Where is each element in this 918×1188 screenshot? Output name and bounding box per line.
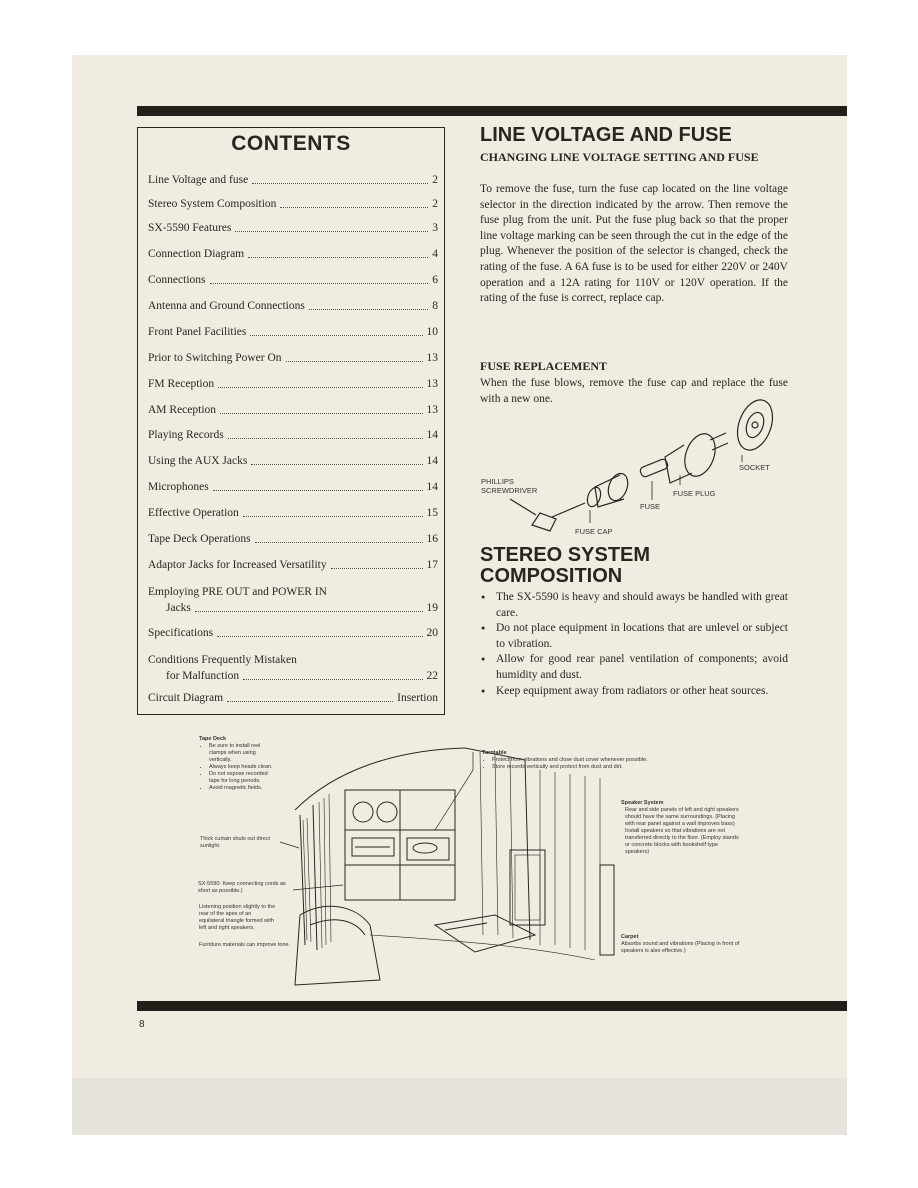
toc-leader-dots <box>286 361 423 362</box>
toc-entry <box>148 402 438 418</box>
toc-entry-page: 6 <box>432 274 438 286</box>
fuse-label: FUSE <box>640 502 661 511</box>
furniture-note: Furniture materials can improve tone. <box>199 942 291 948</box>
toc-leader-dots <box>280 207 428 208</box>
fuse-plug-label: FUSE PLUG <box>673 489 716 498</box>
toc-entry <box>148 531 438 547</box>
note-item: • Always keep heads clean. <box>209 764 279 771</box>
toc-entry-page: 22 <box>426 670 438 682</box>
toc-entry-label: Connections <box>148 274 206 286</box>
toc-leader-dots <box>217 636 422 637</box>
note-item: • Store records vertically and protect from dust and dirt. <box>492 764 732 771</box>
bottom-rule <box>137 1001 847 1011</box>
page-number: 8 <box>139 1019 145 1030</box>
toc-entry-label: Stereo System Composition <box>148 198 277 210</box>
scan-shadow <box>72 1078 847 1135</box>
speaker-text: Rear and side panels of left and right speakers should have the same surroundings. (Placing with rear panel against a wall improves bass) Install speakers so that vibrations are not transferred directly to the floor. (Employ stands or concrete blocks with bookshelf type speakers) <box>625 807 739 855</box>
bullet-item: ● Allow for good rear panel ventilation of components; avoid humidity and dust. <box>480 652 788 683</box>
toc-leader-dots <box>248 257 428 258</box>
toc-entry-page: 4 <box>432 248 438 260</box>
toc-entry-label: Using the AUX Jacks <box>148 455 248 467</box>
speaker-title: Speaker System <box>621 800 664 806</box>
toc-entry-label: SX-5590 Features <box>148 222 232 234</box>
toc-entry <box>148 272 438 288</box>
toc-entry-label: Specifications <box>148 627 214 639</box>
top-rule <box>137 106 847 116</box>
toc-entry-label: Prior to Switching Power On <box>148 352 282 364</box>
tape-deck-title: Tape Deck <box>199 736 227 742</box>
toc-entry-page: 14 <box>426 455 438 467</box>
toc-leader-dots <box>235 231 428 232</box>
toc-entry-label: AM Reception <box>148 404 217 416</box>
toc-entry-label: Playing Records <box>148 429 224 441</box>
tape-deck-note <box>199 736 279 792</box>
toc-entry-page: 8 <box>432 300 438 312</box>
toc-leader-dots <box>227 701 393 702</box>
toc-leader-dots <box>218 387 422 388</box>
toc-entry <box>148 690 438 706</box>
toc-entry-page: 13 <box>426 352 438 364</box>
speaker-note <box>621 800 741 856</box>
toc-entry <box>148 324 438 340</box>
stereo-bullets <box>480 590 788 699</box>
toc-entry-page: 14 <box>426 481 438 493</box>
toc-entry-page: 3 <box>432 222 438 234</box>
toc-entry-label: Effective Operation <box>148 507 239 519</box>
toc-leader-dots <box>213 490 423 491</box>
toc-entry-page: 14 <box>426 429 438 441</box>
toc-entry <box>148 350 438 366</box>
toc-leader-dots <box>255 542 423 543</box>
toc-entry <box>148 427 438 443</box>
toc-entry-page: 16 <box>426 533 438 545</box>
toc-entry-label: Jacks <box>166 602 191 614</box>
toc-entry-label: Tape Deck Operations <box>148 533 251 545</box>
carpet-title: Carpet <box>621 934 639 940</box>
toc-entry-label: Antenna and Ground Connections <box>148 300 305 312</box>
toc-entry-page: 19 <box>426 602 438 614</box>
note-item: • Avoid magnetic fields. <box>209 785 279 792</box>
toc-leader-dots <box>220 413 422 414</box>
toc-entry-label: for Malfunction <box>166 670 240 682</box>
toc-entry <box>148 625 438 641</box>
toc-leader-dots <box>309 309 428 310</box>
toc-entry-label: Connection Diagram <box>148 248 245 260</box>
toc-entry <box>148 453 438 469</box>
toc-leader-dots <box>251 464 422 465</box>
fuse-replacement-body: When the fuse blows, remove the fuse cap and replace the fuse with a new one. <box>480 377 788 405</box>
bullet-item: ● Do not place equipment in locations that are unlevel or subject to vibration. <box>480 621 788 652</box>
toc-leader-dots <box>252 183 428 184</box>
toc-entry-label: Front Panel Facilities <box>148 326 247 338</box>
sx-note: SX-5590: Keep connecting cords as short as possible.) <box>198 881 286 894</box>
turntable-title: Turntable <box>482 750 507 756</box>
listening-note: Listening position slightly to the rear of the apex of an equilateral triangle formed with left and right speakers. <box>199 904 276 931</box>
toc-entry <box>148 172 438 188</box>
note-item: • Protect from vibrations and close dust cover whenever possible. <box>492 757 732 764</box>
carpet-text: Absorbs sound and vibrations (Placing in front of speakers is also effective.) <box>621 941 740 954</box>
toc-entry-label-line1: Conditions Frequently Mistaken <box>148 654 297 666</box>
line-voltage-body: To remove the fuse, turn the fuse cap located on the line voltage selector in the direction indicated by the arrow. Then remove the fuse plug from the unit. Put the fuse plug back so that the proper line voltage marking can be seen through the cut in the edge of the plug. Whenever the position of the selector is changed, check the rating of the fuse. A 6A fuse is to be used for either 220V or 240V operation and a 12A rating for 110V or 120V operation. If the rating of the fuse is correct, replace cap. <box>480 183 788 305</box>
note-item: • Do not expose recorded tape for long periods. <box>209 771 279 785</box>
note-item: • Be sure to install reel clamps when using vertically. <box>209 743 279 764</box>
toc-leader-dots <box>210 283 429 284</box>
stereo-title-line1: STEREO SYSTEM <box>480 544 651 566</box>
fuse-replacement-title: FUSE REPLACEMENT <box>480 359 608 373</box>
carpet-note <box>621 934 741 955</box>
toc-entry-label: Line Voltage and fuse <box>148 174 249 186</box>
line-voltage-subtitle: CHANGING LINE VOLTAGE SETTING AND FUSE <box>480 150 759 164</box>
bullet-item: ● The SX-5590 is heavy and should aways be handled with great care. <box>480 590 788 621</box>
phillips-label: PHILLIPS SCREWDRIVER <box>481 477 538 495</box>
toc-leader-dots <box>243 516 423 517</box>
fuse-cap-label: FUSE CAP <box>575 527 613 536</box>
toc-entry-page: Insertion <box>397 692 438 704</box>
stereo-title-line2: COMPOSITION <box>480 565 623 587</box>
curtain-note: Thick curtain shuts out direct sunlight. <box>200 836 271 849</box>
toc-entry <box>148 505 438 521</box>
contents-title: CONTENTS <box>231 132 351 155</box>
toc-entry <box>148 220 438 236</box>
toc-leader-dots <box>195 611 423 612</box>
contents-box <box>137 127 445 715</box>
toc-leader-dots <box>243 679 422 680</box>
turntable-note <box>482 750 732 771</box>
toc-leader-dots <box>331 568 423 569</box>
toc-entry-page: 2 <box>432 198 438 210</box>
toc-entry-label: Circuit Diagram <box>148 692 224 704</box>
toc-entry <box>148 584 438 616</box>
bullet-item: ● Keep equipment away from radiators or other heat sources. <box>480 684 788 700</box>
toc-leader-dots <box>228 438 423 439</box>
toc-entry <box>148 557 438 573</box>
toc-entry <box>148 196 438 212</box>
toc-entry-label: FM Reception <box>148 378 215 390</box>
line-voltage-title: LINE VOLTAGE AND FUSE <box>480 124 732 146</box>
toc-entry-page: 10 <box>426 326 438 338</box>
socket-label: SOCKET <box>739 463 770 472</box>
toc-entry-label: Adaptor Jacks for Increased Versatility <box>148 559 327 571</box>
toc-entry-page: 20 <box>426 627 438 639</box>
toc-entry-label-line1: Employing PRE OUT and POWER IN <box>148 586 327 598</box>
toc-entry-label: Microphones <box>148 481 209 493</box>
toc-entry <box>148 376 438 392</box>
toc-entry <box>148 479 438 495</box>
toc-entry <box>148 246 438 262</box>
toc-entry <box>148 298 438 314</box>
toc-entry-page: 2 <box>432 174 438 186</box>
toc-entry-page: 13 <box>426 378 438 390</box>
toc-entry <box>148 652 438 684</box>
toc-leader-dots <box>250 335 422 336</box>
toc-entry-page: 13 <box>426 404 438 416</box>
toc-entry-page: 17 <box>426 559 438 571</box>
toc-entry-page: 15 <box>426 507 438 519</box>
